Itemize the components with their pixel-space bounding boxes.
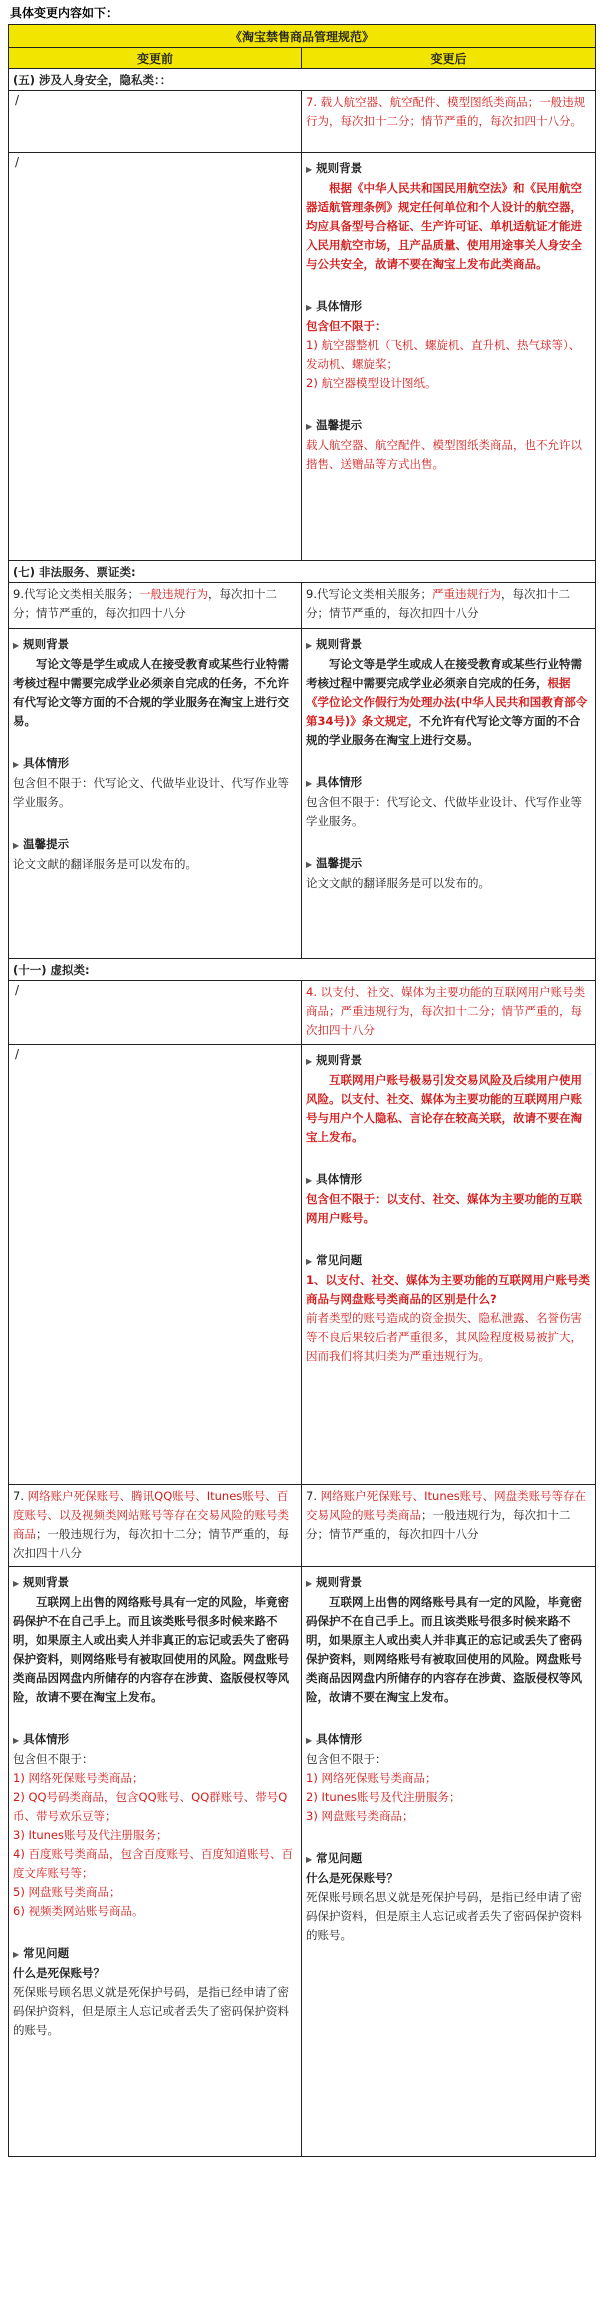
triangle-bullet-icon: ▶ [306, 860, 313, 869]
triangle-bullet-icon: ▶ [13, 1736, 20, 1745]
cell-before: / [9, 91, 302, 153]
list-item: 5) 网盘账号类商品； [13, 1885, 121, 1899]
table-title: 《淘宝禁售商品管理规范》 [9, 25, 596, 48]
cell-after: 7. 载人航空器、航空配件、模型图纸类商品；一般违规行为，每次扣十二分；情节严重的，每次扣四十八分。 [302, 91, 596, 153]
triangle-bullet-icon: ▶ [306, 1855, 313, 1864]
rule-change-table [8, 24, 596, 2157]
col-header-after: 变更后 [302, 48, 596, 69]
section-title-7: (七) 非法服务、票证类: [9, 561, 596, 583]
section-title-11: (十一) 虚拟类: [9, 959, 596, 981]
cell-after: ▶ 规则背景 互联网用户账号极易引发交易风险及后续用户使用风险。以支付、社交、媒体为主要功能的互联网用户账号与用户个人隐私、言论存在较高关联，故请不要在淘宝上发布。 ▶ 具体情形 包含但不限于：以支付、社交、媒体为主要功能的互联网用户账号。 ▶ 常见问题 1、以支付、社交、媒体为主要功能的互联网用户账号类商品与网盘账号类商品的区别是什么? 前者类型的账号造成的资金损失、隐私泄露、名誉伤害等不良后果较后者严重很多，其风险程度极易被扩大，因而我们将其归类为严重违规行为。 [302, 1045, 596, 1485]
triangle-bullet-icon: ▶ [13, 1579, 20, 1588]
triangle-bullet-icon: ▶ [13, 760, 20, 769]
triangle-bullet-icon: ▶ [306, 1257, 313, 1266]
triangle-bullet-icon: ▶ [306, 165, 313, 174]
triangle-bullet-icon: ▶ [306, 1736, 313, 1745]
triangle-bullet-icon: ▶ [306, 779, 313, 788]
cell-after: ▶ 规则背景 互联网上出售的网络账号具有一定的风险，毕竟密码保护不在自己手上。而且该类账号很多时候来路不明，如果原主人或出卖人并非真正的忘记或丢失了密码保护资料，则网络账号有被取回使用的风险。网盘账号类商品因网盘内所储存的内容存在涉黄、盗版侵权等风险，故请不要在淘宝上发布。 ▶ 具体情形 包含但不限于： 1) 网络死保账号类商品； 2) Itunes账号及代注册服务； 3) 网盘账号类商品； ▶ 常见问题 什么是死保账号？ 死保账号顾名思义就是死保护号码，是指已经申请了密码保护资料，但是原主人忘记或者丢失了密码保护资料的账号。 [302, 1567, 596, 2157]
cell-before: 9.代写论文类相关服务；一般违规行为，每次扣十二分；情节严重的，每次扣四十八分 [9, 583, 302, 629]
section-title-5: (五) 涉及人身安全，隐私类：： [9, 69, 596, 91]
list-item: 6) 视频类网站账号商品。 [13, 1904, 144, 1918]
cell-before: / [9, 1045, 302, 1485]
triangle-bullet-icon: ▶ [306, 303, 313, 312]
list-item: 3) 网盘账号类商品； [306, 1809, 414, 1823]
list-item: 3) Itunes账号及代注册服务； [13, 1828, 168, 1842]
list-item: 2) QQ号码类商品，包含QQ账号、QQ群账号、带号Q币、带号欢乐豆等； [13, 1790, 288, 1823]
cell-after: 4. 以支付、社交、媒体为主要功能的互联网用户账号类商品；严重违规行为，每次扣十二分；情节严重的，每次扣四十八分 [302, 981, 596, 1045]
cell-before: ▶ 规则背景 写论文等是学生或成人在接受教育或某些行业特需考核过程中需要完成学业必须亲自完成的任务，不允许有代写论文等方面的不合规的学业服务在淘宝上进行交易。 ▶ 具体情形 包含但不限于：代写论文、代做毕业设计、代写作业等学业服务。 ▶ 温馨提示 论文文献的翻译服务是可以发布的。 [9, 629, 302, 959]
list-item: 1) 网络死保账号类商品； [306, 1771, 437, 1785]
heading-tips: ▶ 温馨提示 [306, 418, 363, 432]
triangle-bullet-icon: ▶ [306, 422, 313, 431]
heading-background: ▶ 规则背景 [306, 161, 363, 175]
triangle-bullet-icon: ▶ [306, 1579, 313, 1588]
list-item: 2) Itunes账号及代注册服务； [306, 1790, 461, 1804]
col-header-before: 变更前 [9, 48, 302, 69]
cell-after: ▶ 规则背景 写论文等是学生或成人在接受教育或某些行业特需考核过程中需要完成学业必须亲自完成的任务，根据《学位论文作假行为处理办法(中华人民共和国教育部令第34号)》条文规定，不允许有代写论文等方面的不合规的学业服务在淘宝上进行交易。 ▶ 具体情形 包含但不限于：代写论文、代做毕业设计、代写作业等学业服务。 ▶ 温馨提示 论文文献的翻译服务是可以发布的。 [302, 629, 596, 959]
triangle-bullet-icon: ▶ [13, 841, 20, 850]
cell-after: ▶ 规则背景 根据《中华人民共和国民用航空法》和《民用航空器适航管理条例》规定任何单位和个人设计的航空器，均应具备型号合格证、生产许可证、单机适航证才能进入民用航空市场，且产品质量、使用用途事关人身安全与公共安全，故请不要在淘宝上发布此类商品。 ▶ 具体情形 包含但不限于： 1) 航空器整机（飞机、螺旋机、直升机、热气球等）、发动机、螺旋桨； 2) 航空器模型设计图纸。 ▶ 温馨提示 载人航空器、航空配件、模型图纸类商品，也不允许以揩售、送赠品等方式出售。 [302, 153, 596, 561]
triangle-bullet-icon: ▶ [306, 1176, 313, 1185]
cell-after: 9.代写论文类相关服务；严重违规行为，每次扣十二分；情节严重的，每次扣四十八分 [302, 583, 596, 629]
intro-text: 具体变更内容如下： [10, 6, 119, 20]
triangle-bullet-icon: ▶ [13, 1950, 20, 1959]
triangle-bullet-icon: ▶ [306, 641, 313, 650]
triangle-bullet-icon: ▶ [13, 641, 20, 650]
cell-before: / [9, 153, 302, 561]
heading-situations: ▶ 具体情形 [306, 299, 363, 313]
cell-after: 7. 网络账户死保账号、Itunes账号、网盘类账号等存在交易风险的账号类商品；一般违规行为，每次扣十二分；情节严重的，每次扣四十八分 [302, 1485, 596, 1567]
cell-before: ▶ 规则背景 互联网上出售的网络账号具有一定的风险，毕竟密码保护不在自己手上。而且该类账号很多时候来路不明，如果原主人或出卖人并非真正的忘记或丢失了密码保护资料，则网络账号有被取回使用的风险。网盘账号类商品因网盘内所储存的内容存在涉黄、盗版侵权等风险，故请不要在淘宝上发布。 ▶ 具体情形 包含但不限于： 1) 网络死保账号类商品； 2) QQ号码类商品，包含QQ账号、QQ群账号、带号Q币、带号欢乐豆等； 3) Itunes账号及代注册服务； 4) 百度账号类商品，包含百度账号、百度知道账号、百度文库账号等； 5) 网盘账号类商品； 6) 视频类网站账号商品。 ▶ 常见问题 什么是死保账号？ 死保账号顾名思义就是死保护号码，是指已经申请了密码保护资料，但是原主人忘记或者丢失了密码保护资料的账号。 [9, 1567, 302, 2157]
cell-before: 7. 网络账户死保账号、腾讯QQ账号、Itunes账号、百度账号、以及视频类网站账号等存在交易风险的账号类商品；一般违规行为，每次扣十二分；情节严重的，每次扣四十八分 [9, 1485, 302, 1567]
triangle-bullet-icon: ▶ [306, 1057, 313, 1066]
list-item: 4) 百度账号类商品，包含百度账号、百度知道账号、百度文库账号等； [13, 1847, 293, 1880]
cell-before: / [9, 981, 302, 1045]
list-item: 1) 网络死保账号类商品； [13, 1771, 144, 1785]
